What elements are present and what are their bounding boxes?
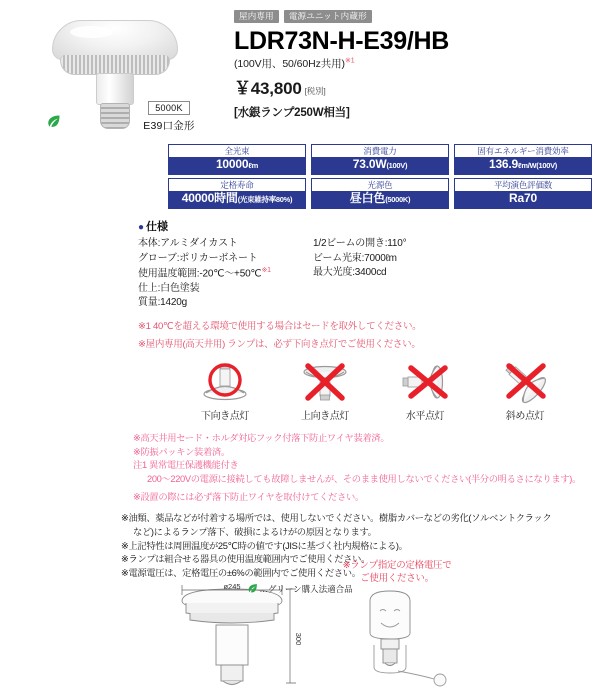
spec-item: ビーム光束:7000ℓm [313,252,397,264]
voltage-footnote-mark: ※1 [344,57,355,65]
lamp-dome-part [52,20,178,60]
voltage-text: (100V用、50/60Hz共用) [234,58,345,71]
spec-detail-lists [138,237,600,311]
spec-item: 仕上:白色塗装 [138,282,200,294]
lamp-down-icon [175,358,275,406]
spec-head: 光源色 [367,179,393,190]
orientation-down [175,358,275,422]
section-title-specs [138,218,600,234]
spec-value [169,191,305,208]
product-header [0,0,600,140]
spec-item: 1/2ビームの開き:110° [313,238,407,250]
tag-builtin-driver: 電源ユニット内蔵形 [284,10,372,23]
model-number: LDR73N-H-E39/HB [234,27,449,55]
red-caption [322,560,472,586]
drawing-lamp-outline [182,589,282,685]
product-photo-panel [0,6,230,140]
spec-item: 質量:1420g [138,297,187,309]
green-leaf-icon [247,583,258,594]
spec-cell-luminous-flux [168,144,306,175]
lamp-up-icon [275,358,375,406]
dimension-drawings [0,582,600,695]
tag-indoor: 屋内専用 [234,10,279,23]
pink-notes-block [133,432,588,505]
price-value: ￥43,800 [234,79,302,99]
spec-item: 最大光度:3400cd [313,267,387,279]
spec-item-footnote: ※1 [261,267,271,275]
footer [0,583,600,595]
orientation-diagonal [475,358,575,422]
cap-type-label: E39口金形 [143,120,195,132]
spec-head: 定格寿命 [220,179,254,190]
spec-value-unit: (5000K) [385,195,411,205]
spec-value [455,191,591,208]
spec-list-left [138,237,313,311]
spec-value-number: 40000時間 [181,191,238,206]
spec-value-unit: ℓm/W(100V) [518,161,558,171]
spec-head: 全光束 [224,145,250,156]
black-note: ※油類、薬品などが付着する場所では、使用しないでください。樹脂カバーなどの劣化(ソルベントクラック [121,512,552,523]
spec-value [455,157,591,174]
lamp-heatsink-part [60,55,170,75]
spec-item: グローブ:ポリカーボネート [138,252,258,264]
product-info [230,6,600,140]
spec-head: 固有エネルギー消費効率 [477,145,569,156]
spec-item-text: 使用温度範囲:-20℃～+50℃ [138,268,262,280]
spec-head: 平均演色評価数 [493,179,553,190]
price-tax-label: [税別] [304,86,326,97]
orientation-label: 下向き点灯 [201,410,249,422]
pink-note: ※高天井用セード・ホルダ対応フック付落下防止ワイヤ装着済。 [133,432,390,443]
spec-value-number: 昼白色 [349,191,386,206]
spec-cell-power [311,144,449,175]
spec-value-unit: (100V) [386,161,408,171]
tag-row [234,10,592,23]
orientation-label: 水平点灯 [405,410,445,422]
spec-cell-life [168,178,306,209]
spec-item [138,266,313,282]
pink-note: ※防振パッキン装着済。 [133,446,230,457]
spec-cell-efficacy [454,144,592,175]
spec-value-number: 10000 [215,157,249,172]
voltage-spec [234,56,592,71]
lamp-horizontal-icon [375,358,475,406]
spec-value [312,157,448,174]
pink-note: ※設置の際には必ず落下防止ワイヤを取付けてください。 [133,491,364,502]
black-note: など)によるランプ落下、破損によるけがの原因となります。 [133,526,377,537]
bullet-icon: ● [138,222,145,234]
spec-value-number: 73.0W [352,157,387,172]
green-leaf-icon [46,114,61,129]
spec-value [312,191,448,208]
spec-value [169,157,305,174]
red-caption-line2: ご使用ください。 [360,572,434,584]
indoor-use-note: ※屋内専用(高天井用) ランプは、必ず下向き点灯でご使用ください。 [138,338,421,350]
price [234,74,592,99]
spec-list-right [313,237,543,311]
spec-value-number: 136.9 [488,157,518,172]
spec-cell-cri [454,178,592,209]
dimension-height-label: 300 [294,633,303,646]
black-note: ※上記特性は周囲温度が25℃時の値です(JISに基づく社内規格による)。 [121,540,408,551]
cap-info [126,98,212,133]
footer-text: …グリーン購入法適合品 [259,584,353,594]
spec-item: 本体:アルミダイカスト [138,238,238,250]
orientation-up [275,358,375,422]
orientation-label: 斜め点灯 [505,410,545,422]
orientation-horizontal [375,358,475,422]
spec-value-unit: (光束維持率80%) [237,195,293,205]
pink-note: 注1 異常電圧保護機能付き [133,460,239,471]
drawing-lamp-with-wire [370,591,446,686]
section-title-text: 仕様 [146,221,169,234]
black-note: ※ランプは組合せる器具の使用温度範囲内でご使用ください。 [121,554,371,565]
spec-head: 消費電力 [363,145,397,156]
spec-cell-color [311,178,449,209]
spec-value-number: Ra70 [509,191,537,206]
dimension-diameter-label: ø245 [223,582,241,592]
kelvin-badge: 5000K [148,101,190,115]
lamp-photo [30,10,200,135]
lamp-diagonal-icon [475,358,575,406]
equivalent-label: [水銀ランプ250W相当] [234,107,350,120]
pink-note: 200～220Vの電源に接続しても故障しませんが、そのまま使用しないでください(半分の明るさになります)。 [147,474,581,485]
temperature-warning: ※1 40℃を超える環境で使用する場合はセードを取外してください。 [138,320,422,332]
spec-value-unit: ℓm [248,161,259,171]
specification-table [168,144,592,209]
black-note: ※電源電圧は、定格電圧の±6%の範囲内でご使用ください。 [121,568,361,579]
orientation-label: 上向き点灯 [301,410,349,422]
red-caption-line1: ※ランプ指定の定格電圧で [342,560,452,571]
orientation-icons-row [175,358,575,422]
